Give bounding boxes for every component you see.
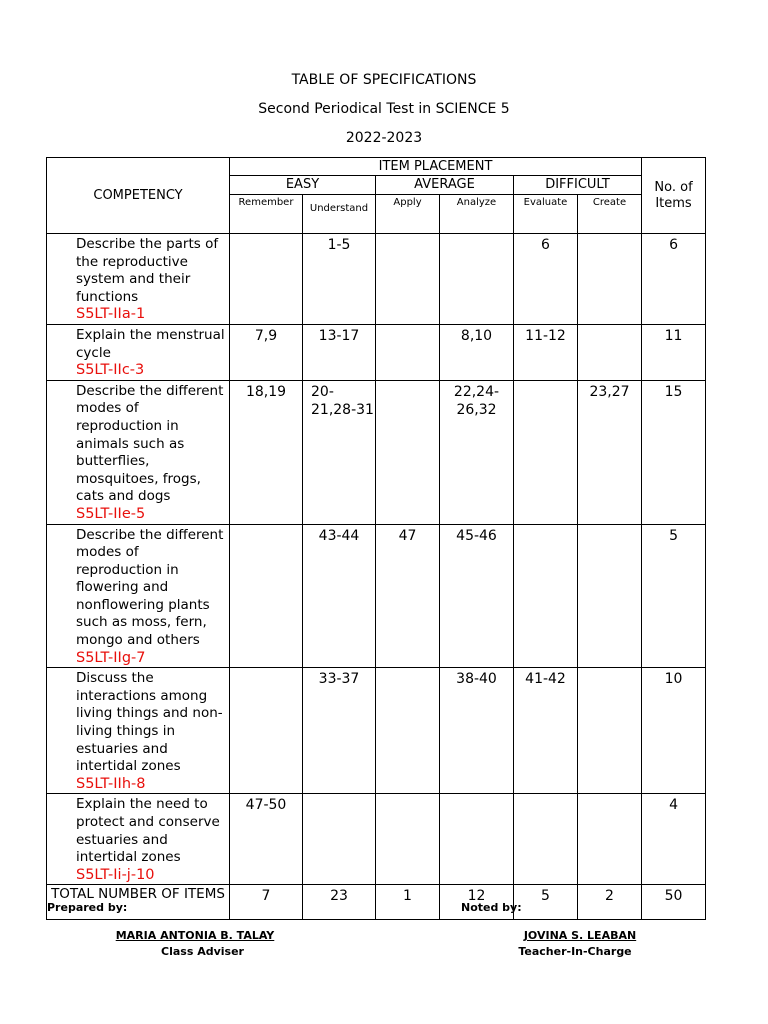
total-apply: 1: [376, 885, 440, 920]
remember-cell: [230, 668, 303, 794]
remember-cell: [230, 234, 303, 325]
understand-cell: 20-21,28-31: [303, 380, 376, 524]
evaluate-cell: [514, 380, 578, 524]
apply-cell: [376, 668, 440, 794]
apply-cell: 47: [376, 524, 440, 668]
competency-cell: [47, 794, 230, 885]
totals-label: TOTAL NUMBER OF ITEMS: [47, 885, 230, 920]
analyze-cell: [440, 234, 514, 325]
items-total-cell: 10: [642, 668, 706, 794]
total-create: 2: [578, 885, 642, 920]
totals-row: [47, 885, 706, 920]
understand-cell: 13-17: [303, 324, 376, 380]
document-subtitle: Second Periodical Test in SCIENCE 5: [258, 101, 510, 117]
sublevel-evaluate: Evaluate: [514, 195, 578, 234]
remember-cell: [230, 524, 303, 668]
grand-total: 50: [642, 885, 706, 920]
create-cell: 23,27: [578, 380, 642, 524]
understand-cell: 33-37: [303, 668, 376, 794]
competency-cell: [47, 380, 230, 524]
analyze-cell: 45-46: [440, 524, 514, 668]
table-row: [47, 668, 706, 794]
create-cell: [578, 524, 642, 668]
table-row: [47, 794, 706, 885]
apply-cell: [376, 324, 440, 380]
noted-by-role: Teacher-In-Charge: [518, 945, 632, 958]
total-analyze: 12: [440, 885, 514, 920]
understand-cell: 1-5: [303, 234, 376, 325]
competency-text: Explain the need to protect and conserve estuaries and intertidal zones: [76, 796, 220, 866]
evaluate-cell: 41-42: [514, 668, 578, 794]
prepared-by-role: Class Adviser: [161, 945, 244, 958]
competency-code: S5LT-IIe-5: [76, 505, 146, 522]
create-cell: [578, 234, 642, 325]
sublevel-apply: Apply: [376, 195, 440, 234]
evaluate-cell: 11-12: [514, 324, 578, 380]
analyze-cell: 8,10: [440, 324, 514, 380]
items-total-cell: 15: [642, 380, 706, 524]
competency-cell: [47, 524, 230, 668]
competency-text: Discuss the interactions among living things and non-living things in estuaries and intertidal zones: [76, 670, 223, 775]
create-cell: [578, 794, 642, 885]
competency-text: Describe the different modes of reproduction in flowering and nonflowering plants such as moss, fern, mongo and others: [76, 526, 224, 649]
table-row: [47, 234, 706, 325]
competency-code: S5LT-IIh-8: [76, 775, 146, 792]
competency-cell: [47, 234, 230, 325]
understand-cell: 43-44: [303, 524, 376, 668]
remember-cell: 47-50: [230, 794, 303, 885]
analyze-cell: 38-40: [440, 668, 514, 794]
sublevel-analyze: Analyze: [440, 195, 514, 234]
sublevel-create: Create: [578, 195, 642, 234]
competency-code: S5LT-IIa-1: [76, 306, 146, 323]
competency-text: Describe the parts of the reproductive system and their functions: [76, 236, 219, 305]
evaluate-cell: [514, 524, 578, 668]
competency-header: COMPETENCY: [47, 158, 230, 234]
noted-by-name: JOVINA S. LEABAN: [523, 929, 637, 942]
competency-cell: [47, 324, 230, 380]
items-total-cell: 5: [642, 524, 706, 668]
create-cell: [578, 668, 642, 794]
table-row: [47, 324, 706, 380]
no-of-items-line1: No. of: [654, 179, 693, 195]
noted-by-label: Noted by:: [461, 901, 522, 914]
sublevel-understand: Understand: [303, 195, 376, 234]
table-row: [47, 524, 706, 668]
prepared-by-name: MARIA ANTONIA B. TALAY: [115, 929, 275, 942]
analyze-cell: [440, 794, 514, 885]
item-placement-header: ITEM PLACEMENT: [230, 158, 642, 176]
apply-cell: [376, 794, 440, 885]
apply-cell: [376, 234, 440, 325]
create-cell: [578, 324, 642, 380]
document-title: TABLE OF SPECIFICATIONS: [291, 72, 477, 88]
items-total-cell: 4: [642, 794, 706, 885]
school-year: 2022-2023: [345, 130, 423, 146]
competency-text: Describe the different modes of reproduction in animals such as butterflies, mosquitoes, frogs, cats and dogs: [76, 382, 224, 505]
sublevel-remember: Remember: [230, 195, 303, 234]
analyze-cell: 22,24-26,32: [440, 380, 514, 524]
items-total-cell: 11: [642, 324, 706, 380]
prepared-by-label: Prepared by:: [47, 901, 128, 914]
no-of-items-line2: Items: [655, 195, 692, 211]
specifications-table: [46, 157, 706, 920]
total-evaluate: 5: [514, 885, 578, 920]
competency-code: S5LT-IIg-7: [76, 649, 146, 666]
competency-code: S5LT-Ii-j-10: [76, 866, 155, 883]
remember-cell: 18,19: [230, 380, 303, 524]
competency-cell: [47, 668, 230, 794]
total-remember: 7: [230, 885, 303, 920]
level-easy: EASY: [230, 176, 376, 195]
competency-code: S5LT-IIc-3: [76, 362, 145, 379]
items-total-cell: 6: [642, 234, 706, 325]
competency-text: Explain the menstrual cycle: [76, 326, 225, 361]
table-row: [47, 380, 706, 524]
evaluate-cell: [514, 794, 578, 885]
level-average: AVERAGE: [376, 176, 514, 195]
level-difficult: DIFFICULT: [514, 176, 642, 195]
remember-cell: 7,9: [230, 324, 303, 380]
no-of-items-header: [642, 158, 706, 234]
total-understand: 23: [303, 885, 376, 920]
understand-cell: [303, 794, 376, 885]
evaluate-cell: 6: [514, 234, 578, 325]
apply-cell: [376, 380, 440, 524]
